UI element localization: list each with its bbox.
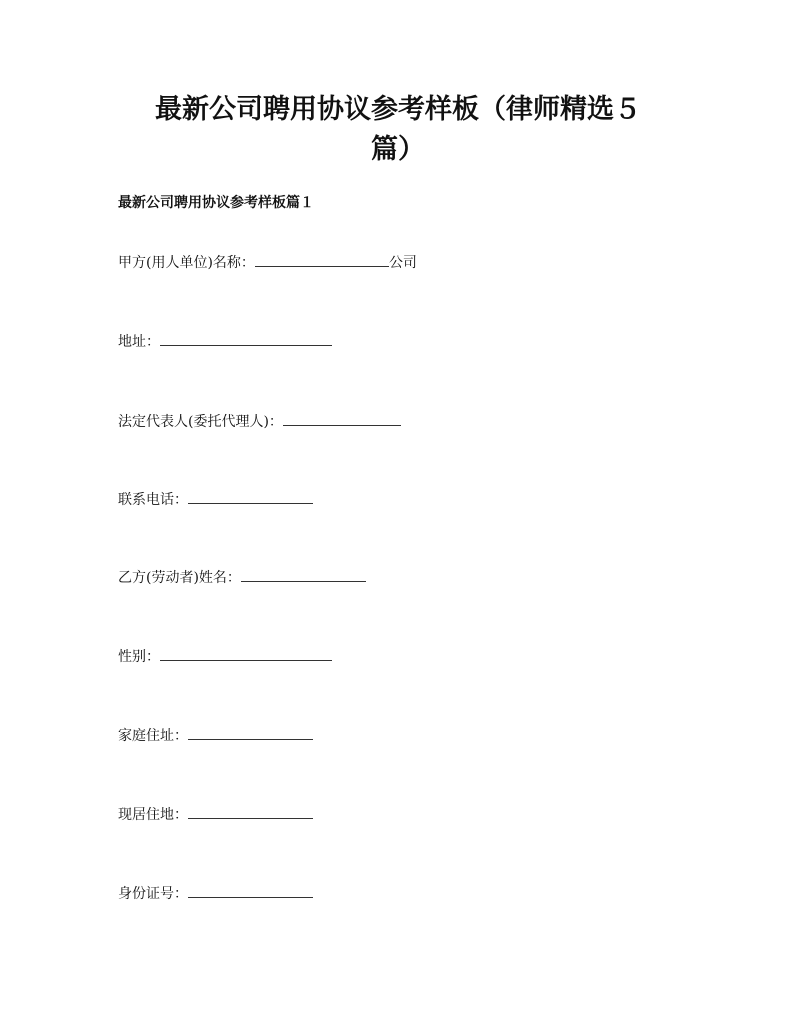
field-label: 家庭住址：: [118, 728, 188, 744]
field-legal-representative: [118, 411, 401, 432]
field-home-address: [118, 725, 313, 746]
field-phone: [118, 489, 313, 510]
field-address: [118, 331, 332, 352]
field-suffix: 公司: [388, 255, 417, 271]
field-label: 现居住地：: [118, 807, 188, 823]
blank-line[interactable]: [188, 804, 313, 819]
field-label: 乙方(劳动者)姓名：: [118, 570, 241, 586]
blank-line[interactable]: [241, 567, 366, 582]
field-current-residence: [118, 804, 313, 825]
field-employee-name: [118, 567, 366, 588]
blank-line[interactable]: [188, 883, 313, 898]
field-id-number: [118, 883, 313, 904]
blank-line[interactable]: [283, 411, 401, 426]
title-line-1: 最新公司聘用协议参考样板（律师精选５: [155, 94, 641, 125]
field-employer-name: [118, 252, 417, 273]
field-label: 身份证号：: [118, 886, 188, 902]
field-label: 联系电话：: [118, 492, 188, 508]
field-gender: [118, 646, 332, 667]
blank-line[interactable]: [188, 725, 313, 740]
blank-line[interactable]: [255, 252, 389, 267]
document-title: [60, 90, 736, 170]
title-line-2: 篇）: [371, 134, 425, 165]
blank-line[interactable]: [160, 331, 332, 346]
field-label: 地址：: [118, 334, 160, 350]
section-heading: 最新公司聘用协议参考样板篇１: [118, 195, 314, 211]
blank-line[interactable]: [188, 489, 313, 504]
blank-line[interactable]: [160, 646, 332, 661]
field-label: 甲方(用人单位)名称：: [118, 255, 255, 271]
field-label: 性别：: [118, 649, 160, 665]
field-label: 法定代表人(委托代理人)：: [118, 414, 283, 430]
